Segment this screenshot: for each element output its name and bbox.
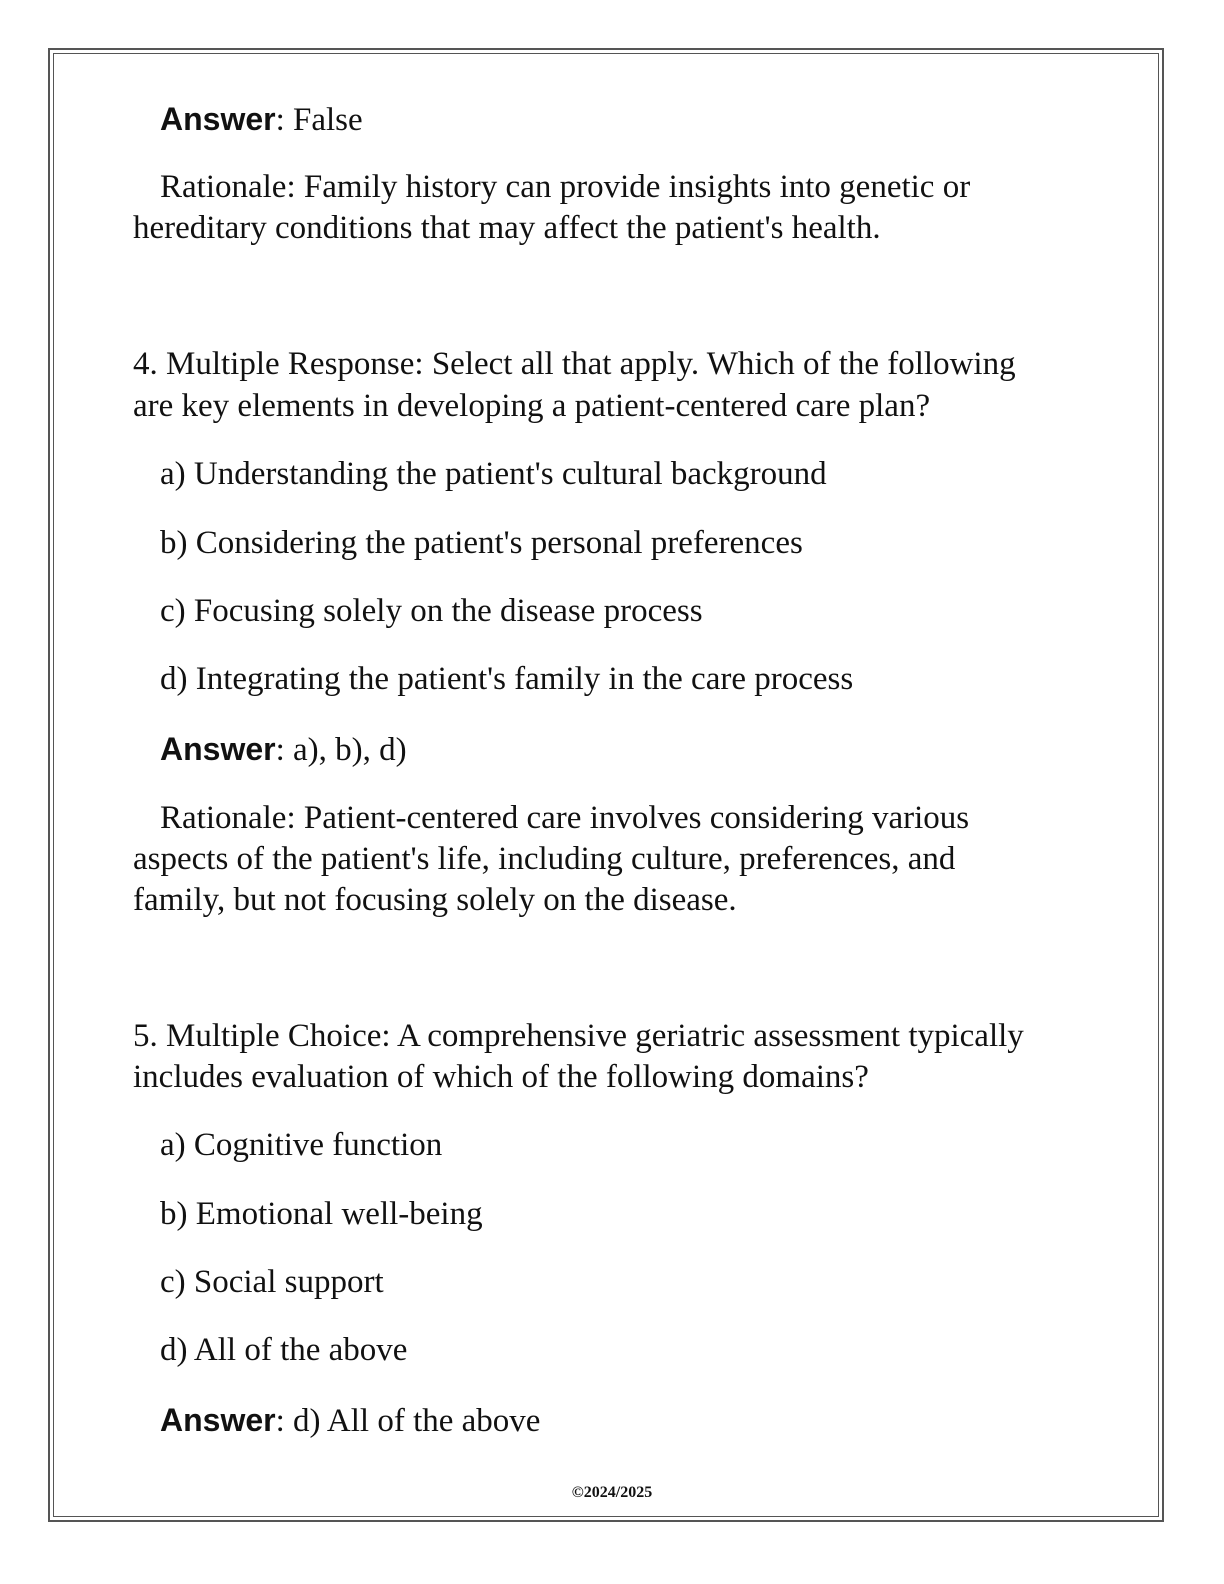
option-a: a) Understanding the patient's cultural background (160, 456, 827, 492)
answer-line-q4 (133, 729, 1120, 771)
answer-label: Answer (160, 1402, 276, 1438)
answer-value: : d) All of the above (275, 1403, 541, 1439)
answer-label: Answer (160, 731, 276, 767)
rationale-line: family, but not focusing solely on the disease. (133, 882, 737, 918)
rationale-line: Rationale: Family history can provide insights into genetic or (160, 169, 971, 205)
option-b: b) Emotional well-being (160, 1196, 483, 1232)
answer-label: Answer (160, 101, 276, 137)
option-c: c) Social support (160, 1264, 384, 1300)
rationale-line: hereditary conditions that may affect the patient's health. (133, 210, 881, 246)
answer-value: : a), b), d) (275, 732, 407, 768)
rationale-line: Rationale: Patient-centered care involves considering various (160, 800, 970, 836)
option-b: b) Considering the patient's personal preferences (160, 525, 803, 561)
answer-line-q3 (133, 99, 1120, 141)
rationale-line: aspects of the patient's life, including culture, preferences, and (133, 841, 956, 877)
option-c: c) Focusing solely on the disease process (160, 593, 703, 629)
question-4-text: are key elements in developing a patient-centered care plan? (133, 388, 931, 424)
copyright-footer: ©2024/2025 (571, 1484, 653, 1501)
option-d: d) Integrating the patient's family in the care process (160, 661, 854, 697)
option-a: a) Cognitive function (160, 1127, 443, 1163)
question-5-text: 5. Multiple Choice: A comprehensive geriatric assessment typically (133, 1018, 1024, 1054)
answer-value: : False (275, 102, 363, 138)
question-5-text: includes evaluation of which of the following domains? (133, 1059, 869, 1095)
option-d: d) All of the above (160, 1332, 408, 1368)
question-4-text: 4. Multiple Response: Select all that apply. Which of the following (133, 346, 1016, 382)
answer-line-q5 (133, 1400, 1120, 1442)
